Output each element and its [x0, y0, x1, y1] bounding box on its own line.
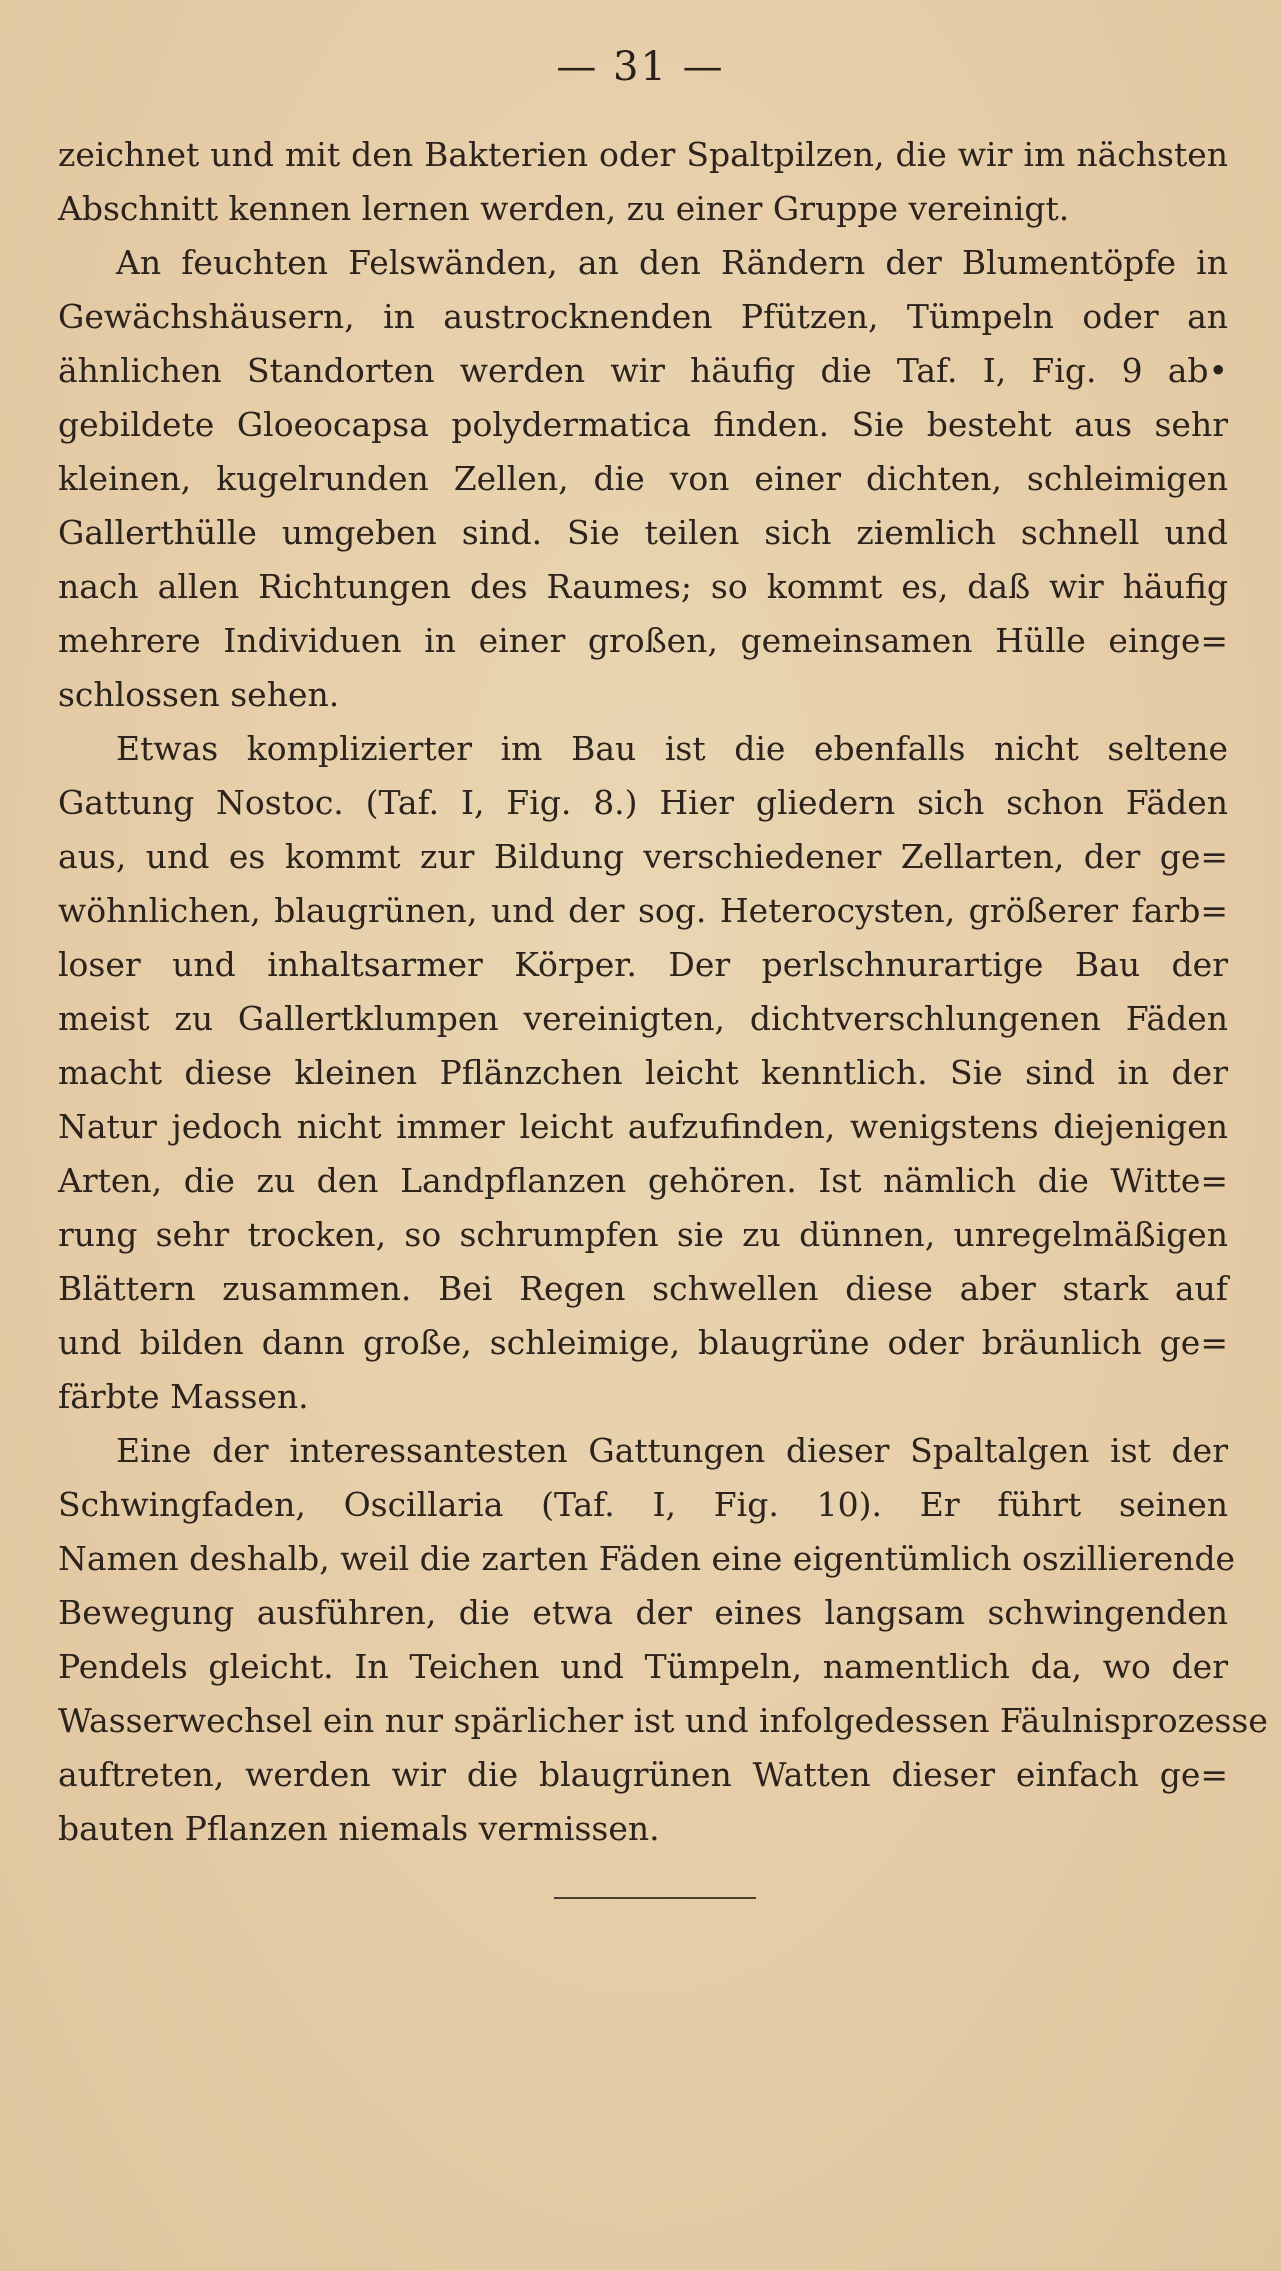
page-number: — 31 —	[556, 44, 725, 90]
text-line: Eine der interessantesten Gattungen dieser Spaltalgen ist der	[116, 1431, 1228, 1470]
text-line: zeichnet und mit den Bakterien oder Spaltpilzen, die wir im nächsten	[58, 135, 1228, 174]
text-line: Etwas komplizierter im Bau ist die ebenfalls nicht seltene	[116, 729, 1228, 768]
text-line: Schwingfaden, Oscillaria (Taf. I, Fig. 10). Er führt seinen	[58, 1485, 1228, 1524]
text-line: Pendels gleicht. In Teichen und Tümpeln, namentlich da, wo der	[58, 1647, 1228, 1686]
text-line: Natur jedoch nicht immer leicht aufzufinden, wenigstens diejenigen	[58, 1107, 1228, 1146]
text-line: Gewächshäusern, in austrocknenden Pfützen, Tümpeln oder an	[58, 297, 1228, 336]
text-line: bauten Pflanzen niemals vermissen.	[58, 1809, 660, 1848]
body-text	[58, 128, 1268, 1856]
text-line: Gattung Nostoc. (Taf. I, Fig. 8.) Hier gliedern sich schon Fäden	[58, 783, 1228, 822]
text-line: Arten, die zu den Landpflanzen gehören. Ist nämlich die Witte=	[58, 1161, 1228, 1200]
text-line: nach allen Richtungen des Raumes; so kommt es, daß wir häufig	[58, 567, 1228, 606]
text-line: aus, und es kommt zur Bildung verschiedener Zellarten, der ge=	[58, 837, 1228, 876]
text-line: wöhnlichen, blaugrünen, und der sog. Heterocysten, größerer farb=	[58, 891, 1228, 930]
text-line: loser und inhaltsarmer Körper. Der perlschnurartige Bau der	[58, 945, 1228, 984]
text-line: macht diese kleinen Pflänzchen leicht kenntlich. Sie sind in der	[58, 1053, 1228, 1092]
text-line: meist zu Gallertklumpen vereinigten, dichtverschlungenen Fäden	[58, 999, 1228, 1038]
text-line: kleinen, kugelrunden Zellen, die von einer dichten, schleimigen	[58, 459, 1228, 498]
section-divider	[554, 1897, 756, 1899]
text-line: Abschnitt kennen lernen werden, zu einer Gruppe vereinigt.	[58, 189, 1070, 228]
text-line: Gallerthülle umgeben sind. Sie teilen sich ziemlich schnell und	[58, 513, 1228, 552]
text-line: schlossen sehen.	[58, 675, 340, 714]
text-line: und bilden dann große, schleimige, blaugrüne oder bräunlich ge=	[58, 1323, 1228, 1362]
text-line: gebildete Gloeocapsa polydermatica finden. Sie besteht aus sehr	[58, 405, 1228, 444]
text-line: Wasserwechsel ein nur spärlicher ist und infolgedessen Fäulnisprozesse	[58, 1701, 1268, 1740]
text-line: Namen deshalb, weil die zarten Fäden eine eigentümlich oszillierende	[58, 1539, 1236, 1578]
text-line: auftreten, werden wir die blaugrünen Watten dieser einfach ge=	[58, 1755, 1228, 1794]
text-line: ähnlichen Standorten werden wir häufig die Taf. I, Fig. 9 ab•	[58, 351, 1228, 390]
text-line: Blättern zusammen. Bei Regen schwellen diese aber stark auf	[58, 1269, 1228, 1308]
text-line: An feuchten Felswänden, an den Rändern der Blumentöpfe in	[116, 243, 1228, 282]
text-line: färbte Massen.	[58, 1377, 309, 1416]
text-line: rung sehr trocken, so schrumpfen sie zu dünnen, unregelmäßigen	[58, 1215, 1228, 1254]
text-line: mehrere Individuen in einer großen, gemeinsamen Hülle einge=	[58, 621, 1228, 660]
text-line: Bewegung ausführen, die etwa der eines langsam schwingenden	[58, 1593, 1228, 1632]
